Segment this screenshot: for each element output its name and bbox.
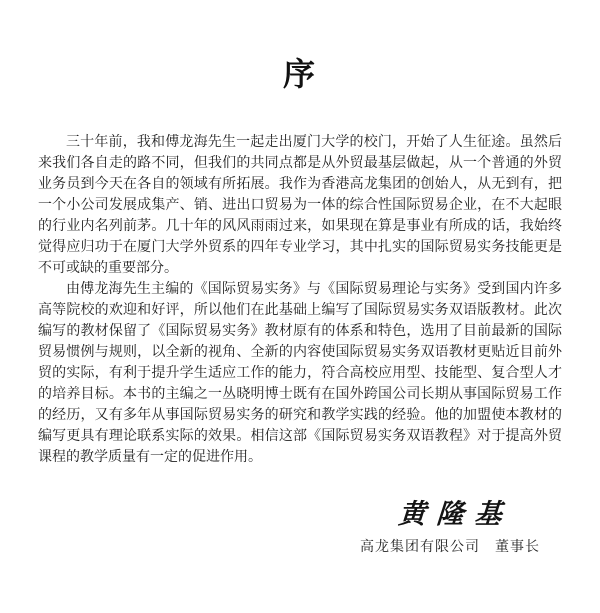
- signature-name: 黄隆基: [397, 499, 514, 530]
- paragraph-1: 三十年前，我和傅龙海先生一起走出厦门大学的校门，开始了人生征途。虽然后来我们各自走的路不同，但我们的共同点都是从外贸最基层做起，从一个普通的外贸业务员到今天在各自的领域有所拓展。我作为香港高龙集团的创始人，从无到有，把一个小公司发展成集产、销、进出口贸易为一体的综合性国际贸易企业，在不大起眼的行业内名列前茅。几十年的风风雨雨过来，如果现在算是事业有所成的话，我始终觉得应归功于在厦门大学外贸系的四年专业学习，其中扎实的国际贸易实务技能更是不可或缺的重要部分。: [38, 135, 562, 276]
- signature-affiliation: 高龙集团有限公司 董事长: [360, 540, 540, 555]
- paragraph-2: 由傅龙海先生主编的《国际贸易实务》与《国际贸易理论与实务》受到国内许多高等院校的欢迎和好评，所以他们在此基础上编写了国际贸易实务双语版教材。此次编写的教材保留了《国际贸易实务》教材原有的体系和特色，选用了目前最新的国际贸易惯例与规则，以全新的视角、全新的内容使国际贸易实务双语教材更贴近目前外贸的实际，有利于提升学生适应工作的能力，符合高校应用型、技能型、复合型人才的培养目标。本书的主编之一丛晓明博士既有在国外跨国公司长期从事国际贸易工作的经历，又有多年从事国际贸易实务的研究和教学实践的经验。他的加盟使本教材的编写更具有理论联系实际的效果。相信这部《国际贸易实务双语教程》对于提高外贸课程的教学质量有一定的促进作用。: [38, 282, 562, 465]
- signature-block: [360, 498, 540, 557]
- preface-body: [38, 132, 562, 468]
- page-title: 序: [282, 56, 317, 92]
